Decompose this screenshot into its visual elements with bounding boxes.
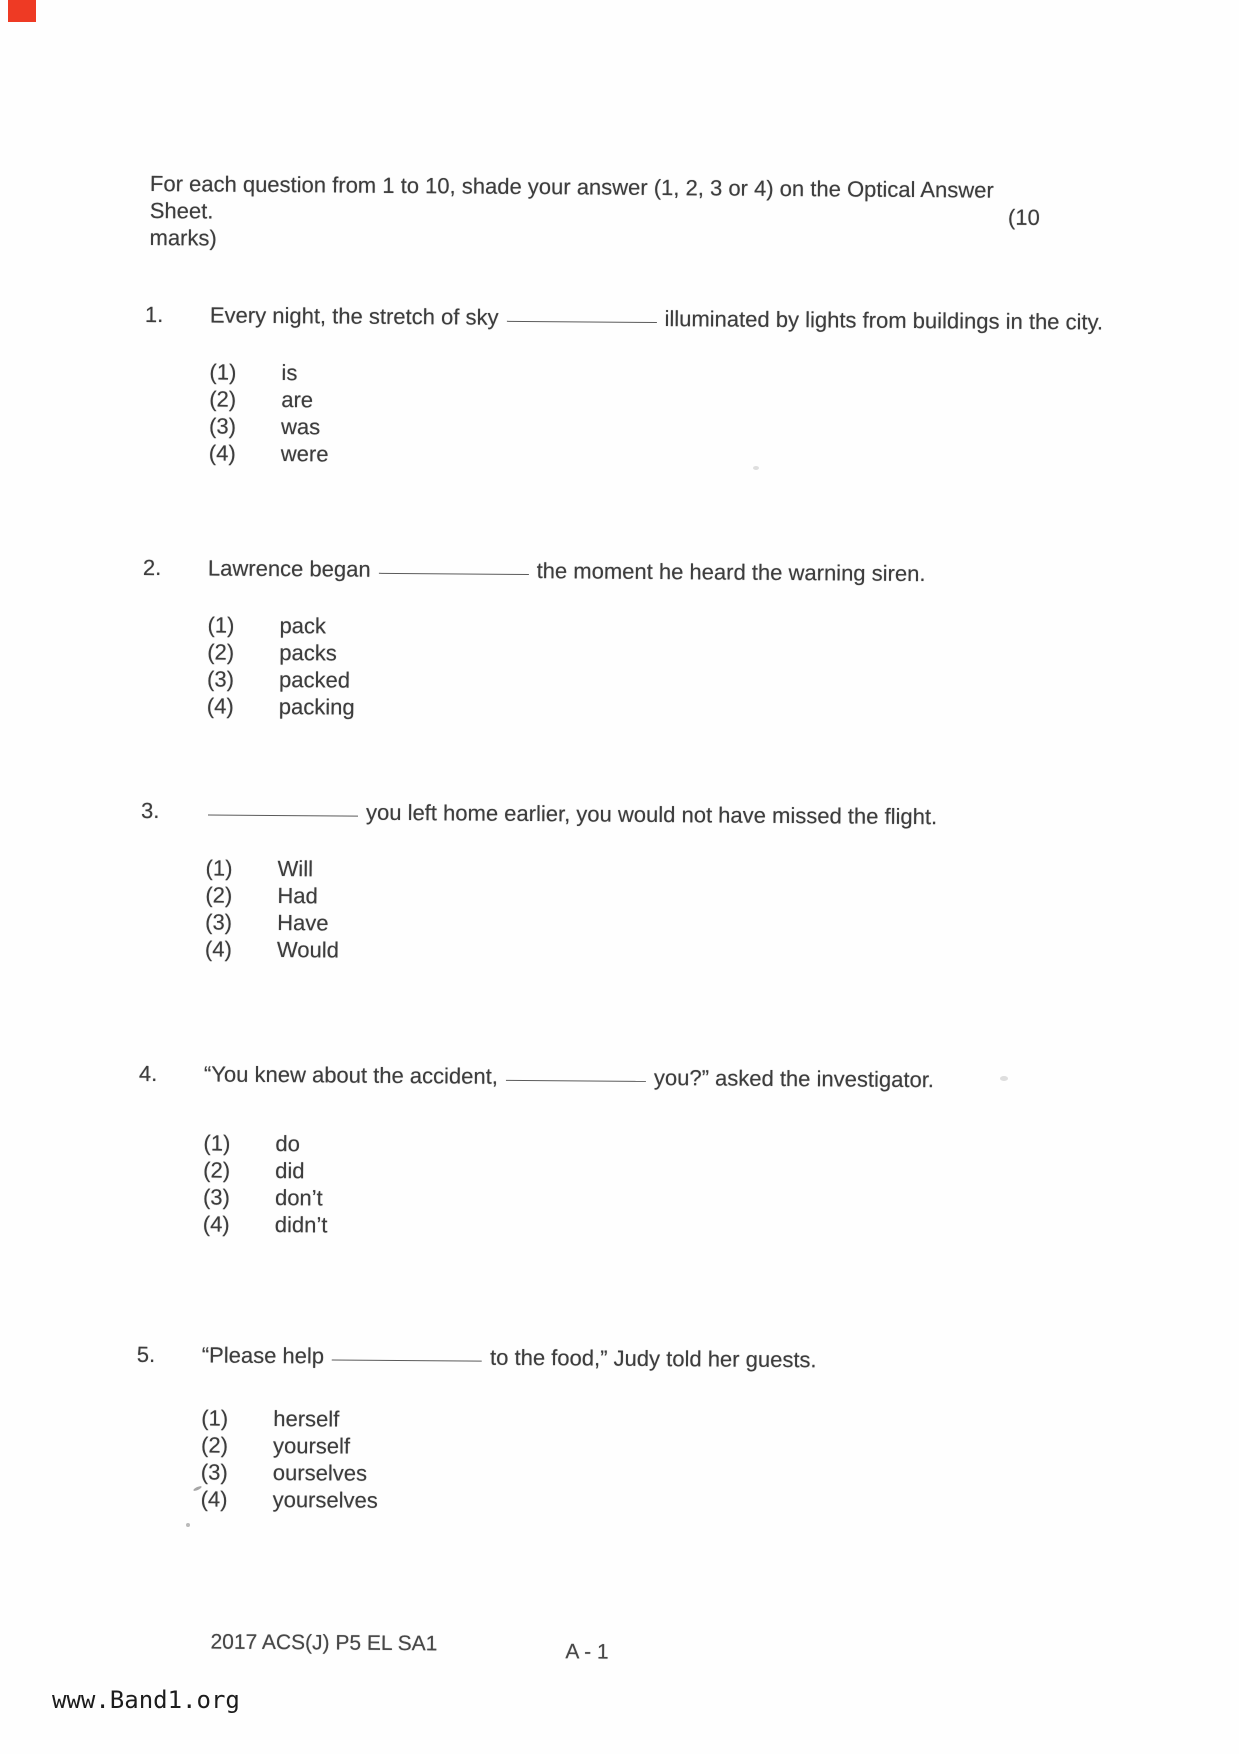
question-number: 3. xyxy=(140,796,206,963)
option-text: packed xyxy=(279,666,350,694)
option-label: (1) xyxy=(205,854,277,882)
question-number: 4. xyxy=(138,1059,204,1238)
option-text: Would xyxy=(277,936,339,963)
answer-blank xyxy=(379,569,529,575)
watermark-url: www.Band1.org xyxy=(52,1686,240,1714)
question-text-after: you?” asked the investigator. xyxy=(654,1065,934,1092)
option-label: (4) xyxy=(207,692,279,720)
option-label: (3) xyxy=(205,908,277,936)
question-text xyxy=(210,300,1150,337)
options-list xyxy=(209,358,1170,474)
option-label: (2) xyxy=(201,1431,273,1459)
option-label: (4) xyxy=(201,1485,273,1513)
option-text: did xyxy=(275,1157,305,1184)
footer-page-number: A - 1 xyxy=(565,1640,608,1664)
option-label: (3) xyxy=(207,665,279,693)
instructions-line-1: For each question from 1 to 10, shade your answer (1, 2, 3 or 4) on the Optical Answer xyxy=(150,170,1040,204)
option-text: don’t xyxy=(275,1184,323,1211)
option-text: is xyxy=(281,359,297,386)
option-text: ourselves xyxy=(273,1459,367,1487)
answer-blank xyxy=(332,1355,482,1361)
answer-blank xyxy=(506,1076,646,1082)
option-label: (2) xyxy=(207,638,279,666)
option-label: (3) xyxy=(203,1183,275,1211)
option-label: (2) xyxy=(203,1156,275,1184)
option-text: was xyxy=(281,413,320,440)
instructions-block xyxy=(149,170,1040,258)
answer-blank xyxy=(208,810,358,816)
option-text: Will xyxy=(277,855,313,882)
option-label: (2) xyxy=(209,385,281,413)
option-text: Had xyxy=(277,882,318,909)
question-text xyxy=(206,796,1166,834)
option-label: (1) xyxy=(209,358,281,386)
scan-speck xyxy=(753,466,759,470)
option-text: pack xyxy=(279,612,326,639)
question-text-after: illuminated by lights from buildings in the city. xyxy=(664,306,1103,334)
marks-close-text: marks) xyxy=(149,224,1039,258)
question-number: 1. xyxy=(144,300,210,467)
option-label: (4) xyxy=(203,1210,275,1238)
answer-blank xyxy=(506,317,656,323)
option-text: yourself xyxy=(273,1432,350,1460)
question-text-after: the moment he heard the warning siren. xyxy=(537,558,926,586)
question-text-after: you left home earlier, you would not have missed the flight. xyxy=(366,800,937,829)
option-label: (3) xyxy=(209,412,281,440)
option-text: Have xyxy=(277,909,329,936)
scan-speck xyxy=(186,1523,190,1527)
question-3 xyxy=(140,796,1234,971)
question-number: 2. xyxy=(142,553,208,720)
option-text: are xyxy=(281,386,313,413)
option-text: packs xyxy=(279,639,337,666)
question-text-before: “Please help xyxy=(202,1342,325,1368)
question-text xyxy=(204,1059,1164,1097)
option-label: (1) xyxy=(207,611,279,639)
question-1 xyxy=(144,300,1238,475)
option-label: (1) xyxy=(201,1404,273,1432)
options-list xyxy=(207,611,1168,727)
question-4 xyxy=(138,1059,1232,1246)
option-label: (4) xyxy=(205,935,277,963)
marks-open-text: (10 xyxy=(1008,204,1040,231)
question-5 xyxy=(136,1340,1230,1521)
option-label: (3) xyxy=(201,1458,273,1486)
option-text: were xyxy=(281,440,329,467)
options-list xyxy=(203,1129,1164,1245)
question-text xyxy=(208,553,1168,591)
option-text: packing xyxy=(279,693,355,721)
option-text: herself xyxy=(273,1405,339,1433)
instructions-sheet-text: Sheet. xyxy=(150,197,214,224)
footer-document-code: 2017 ACS(J) P5 EL SA1 xyxy=(210,1631,437,1657)
option-label: (4) xyxy=(209,439,281,467)
question-text-before: “You knew about the accident, xyxy=(204,1061,498,1088)
question-text-after: to the food,” Judy told her guests. xyxy=(490,1345,817,1373)
scan-speck xyxy=(1000,1076,1008,1081)
option-label: (2) xyxy=(205,881,277,909)
option-text: do xyxy=(275,1130,300,1157)
option-text: didn’t xyxy=(275,1211,328,1238)
option-label: (1) xyxy=(203,1129,275,1157)
question-number: 5. xyxy=(136,1340,202,1513)
option-text: yourselves xyxy=(273,1486,378,1514)
question-2 xyxy=(142,553,1236,728)
question-text-before: Every night, the stretch of sky xyxy=(210,302,499,329)
question-text-before: Lawrence began xyxy=(208,555,371,581)
options-list xyxy=(205,854,1166,970)
question-text xyxy=(202,1340,1162,1378)
options-list xyxy=(201,1404,1162,1520)
